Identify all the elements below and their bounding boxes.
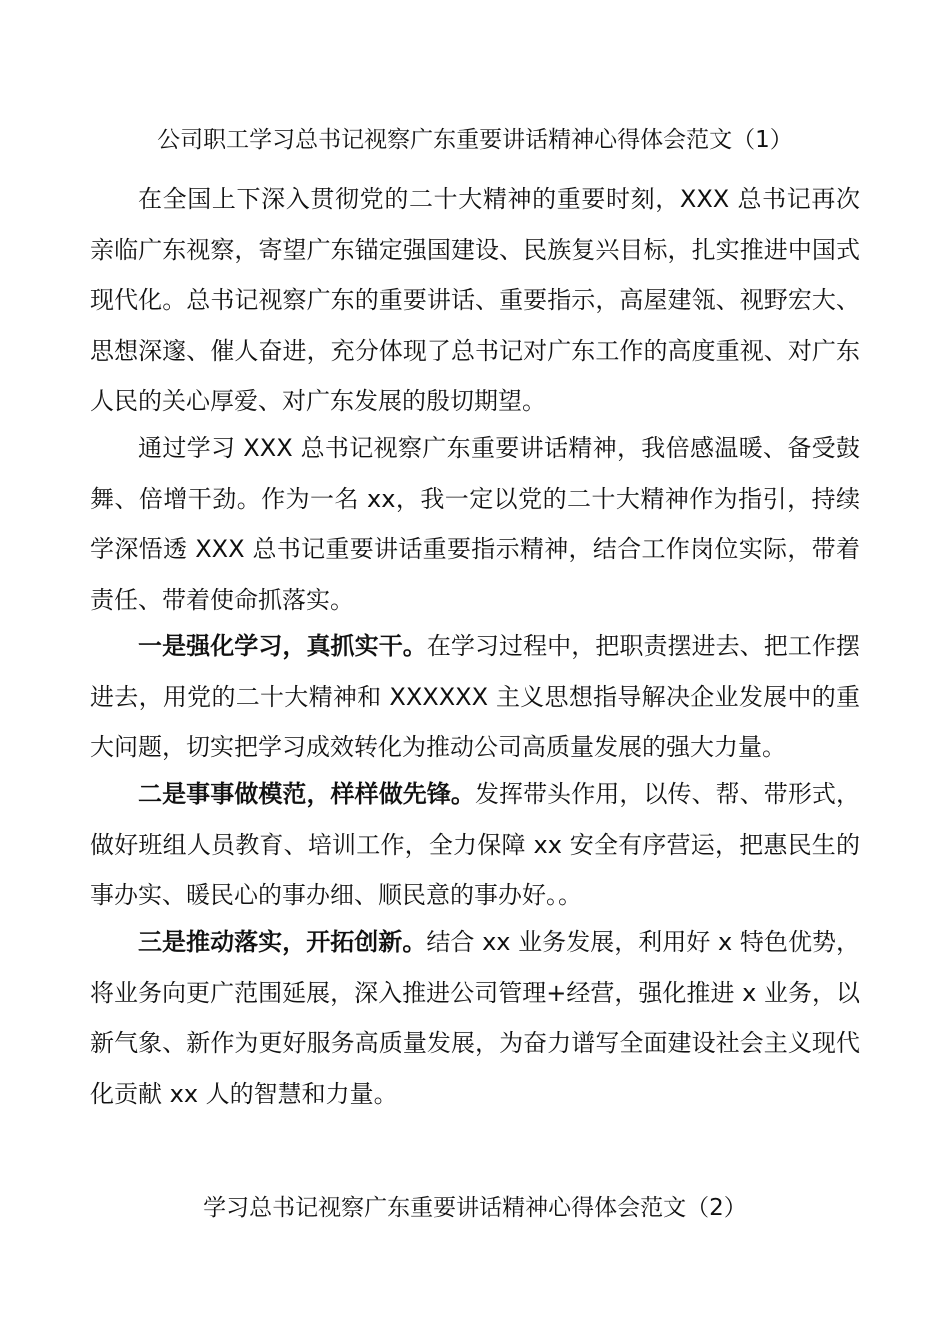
paragraph-1: [90, 174, 860, 427]
paragraph-2: [90, 423, 860, 625]
paragraph-4-lead: 二是事事做模范，样样做先锋。: [138, 780, 475, 808]
paragraph-1-text: 在全国上下深入贯彻党的二十大精神的重要时刻，XXX 总书记再次亲临广东视察，寄望广东锚定强国建设、民族复兴目标，扎实推进中国式现代化。总书记视察广东的重要讲话、重要指示，高屋建瓴、视野宏大、思想深邃、催人奋进，充分体现了总书记对广东工作的高度重视、对广东人民的关心厚爱、对广东发展的殷切期望。: [90, 185, 860, 415]
paragraph-5-text: 结合 xx 业务发展，利用好 x 特色优势，将业务向更广范围延展，深入推进公司管理+经营，强化推进 x 业务，以新气象、新作为更好服务高质量发展，为奋力谱写全面建设社会主义现代化贡献 xx 人的智慧和力量。: [90, 928, 861, 1108]
paragraph-2-text: 通过学习 XXX 总书记视察广东重要讲话精神，我倍感温暖、备受鼓舞、倍增干劲。作为一名 xx，我一定以党的二十大精神作为指引，持续学深悟透 XXX 总书记重要讲话重要指示精神，结合工作岗位实际，带着责任、带着使命抓落实。: [90, 434, 860, 614]
document-title-1: 公司职工学习总书记视察广东重要讲话精神心得体会范文（1）: [157, 127, 793, 153]
paragraph-3: [90, 621, 860, 773]
paragraph-3-text: 在学习过程中，把职责摆进去、把工作摆进去，用党的二十大精神和 XXXXXX 主义思想指导解决企业发展中的重大问题，切实把学习成效转化为推动公司高质量发展的强大力量。: [90, 632, 860, 761]
paragraph-5-lead: 三是推动落实，开拓创新。: [138, 928, 427, 956]
document-title-2: 学习总书记视察广东重要讲话精神心得体会范文（2）: [203, 1195, 747, 1221]
paragraph-5: [90, 917, 860, 1119]
paragraph-4: [90, 769, 860, 921]
paragraph-3-lead: 一是强化学习，真抓实干。: [138, 632, 427, 660]
paragraph-4-text: 发挥带头作用，以传、帮、带形式，做好班组人员教育、培训工作，全力保障 xx 安全有序营运，把惠民生的事办实、暖民心的事办细、顺民意的事办好。。: [90, 780, 861, 909]
